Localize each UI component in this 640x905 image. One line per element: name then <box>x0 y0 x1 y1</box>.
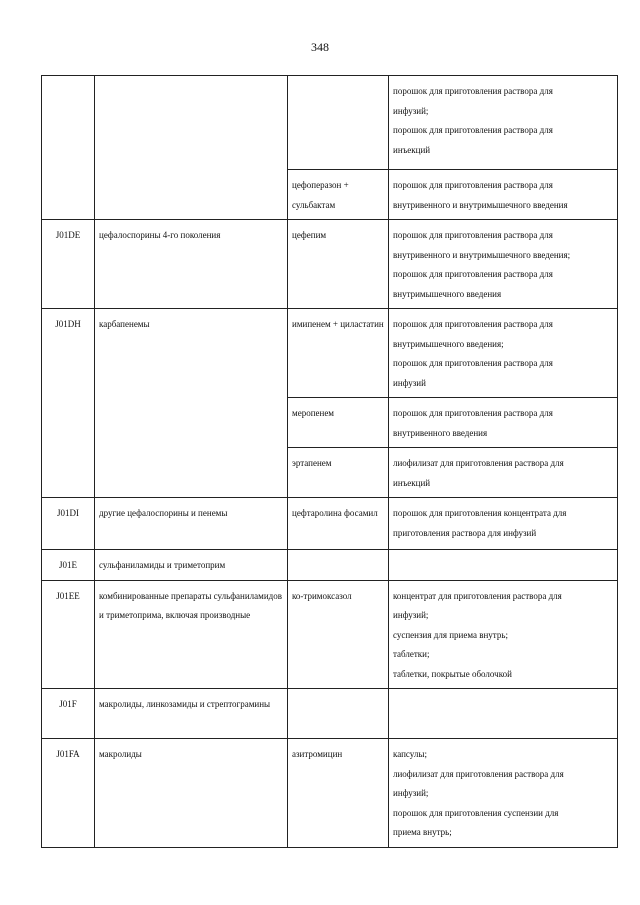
dosage-form-cell <box>389 689 618 739</box>
drug-name-cell: ко-тримоксазол <box>288 580 389 689</box>
drug-name-cell: цефтаролина фосамил <box>288 498 389 550</box>
drug-name-cell <box>288 689 389 739</box>
dosage-form-line: инъекций <box>393 144 431 155</box>
dosage-form-line: концентрат для приготовления раствора для <box>393 590 562 601</box>
atc-code-cell: J01E <box>42 550 95 581</box>
table-row <box>42 739 618 848</box>
drug-name-cell <box>288 550 389 581</box>
dosage-form-cell <box>389 739 618 848</box>
drug-name-cell: азитромицин <box>288 739 389 848</box>
dosage-form-cell <box>389 550 618 581</box>
group-cell: макролиды <box>95 739 288 848</box>
dosage-form-line: порошок для приготовления раствора для <box>393 269 553 279</box>
table-row <box>42 309 618 398</box>
group-cell: комбинированные препараты сульфаниламидов и триметоприма, включая производные <box>95 580 288 689</box>
table-row <box>42 550 618 581</box>
group-cell: цефалоспорины 4-го поколения <box>95 220 288 309</box>
dosage-form-cell <box>389 170 618 220</box>
dosage-form-line: инфузий <box>393 377 426 388</box>
dosage-form-cell <box>389 309 618 398</box>
dosage-form-line: порошок для приготовления раствора для <box>393 125 553 135</box>
dosage-form-line: порошок для приготовления раствора для <box>393 86 553 96</box>
dosage-form-line: таблетки, покрытые оболочкой <box>393 668 512 679</box>
dosage-form-cell <box>389 398 618 448</box>
group-cell <box>95 76 288 220</box>
table-row <box>42 220 618 309</box>
dosage-form-line: инъекций <box>393 477 431 488</box>
dosage-form-line: порошок для приготовления раствора для <box>393 408 553 418</box>
dosage-form-line: внутримышечного введения <box>393 288 502 299</box>
dosage-form-line: инфузий; <box>393 788 429 798</box>
dosage-form-line: приготовления раствора для инфузий <box>393 527 537 538</box>
table-row <box>42 498 618 550</box>
dosage-form-line: приема внутрь; <box>393 827 452 837</box>
group-cell: другие цефалоспорины и пенемы <box>95 498 288 550</box>
table-row <box>42 689 618 739</box>
dosage-form-line: таблетки; <box>393 649 430 659</box>
dosage-form-line: порошок для приготовления раствора для <box>393 319 553 329</box>
dosage-form-line: порошок для приготовления раствора для <box>393 180 553 190</box>
dosage-form-cell <box>389 76 618 170</box>
dosage-form-cell <box>389 498 618 550</box>
table-row <box>42 580 618 689</box>
drug-name-cell: эртапенем <box>288 448 389 498</box>
drug-name-cell: цефепим <box>288 220 389 309</box>
dosage-form-line: порошок для приготовления раствора для <box>393 358 553 368</box>
dosage-form-line: лиофилизат для приготовления раствора для <box>393 768 564 779</box>
drug-name-cell: цефоперазон + сульбактам <box>288 170 389 220</box>
dosage-form-line: внутримышечного введения; <box>393 338 504 349</box>
atc-code-cell: J01EE <box>42 580 95 689</box>
dosage-form-line: порошок для приготовления раствора для <box>393 230 553 240</box>
dosage-form-line: суспензия для приема внутрь; <box>393 629 508 640</box>
atc-code-cell: J01FA <box>42 739 95 848</box>
drug-name-cell <box>288 76 389 170</box>
dosage-form-line: капсулы; <box>393 749 427 759</box>
dosage-form-line: лиофилизат для приготовления раствора для <box>393 458 564 468</box>
atc-code-cell: J01DE <box>42 220 95 309</box>
dosage-form-cell <box>389 448 618 498</box>
page-number: 348 <box>311 40 329 54</box>
dosage-form-line: порошок для приготовления концентрата для <box>393 508 567 518</box>
group-cell: макролиды, линкозамиды и стрептограмины <box>95 689 288 739</box>
group-cell: сульфаниламиды и триметоприм <box>95 550 288 581</box>
atc-code-cell: J01F <box>42 689 95 739</box>
atc-code-cell <box>42 76 95 220</box>
group-cell: карбапенемы <box>95 309 288 498</box>
atc-code-cell: J01DH <box>42 309 95 498</box>
dosage-form-line: порошок для приготовления суспензии для <box>393 807 559 818</box>
dosage-form-cell <box>389 220 618 309</box>
dosage-form-cell <box>389 580 618 689</box>
drug-name-cell: меропенем <box>288 398 389 448</box>
dosage-form-line: внутривенного и внутримышечного введения <box>393 199 568 210</box>
atc-code-cell: J01DI <box>42 498 95 550</box>
dosage-form-line: внутривенного введения <box>393 427 488 438</box>
dosage-form-line: инфузий; <box>393 610 429 620</box>
table-row <box>42 76 618 170</box>
dosage-form-line: внутривенного и внутримышечного введения; <box>393 249 571 260</box>
drug-name-cell: имипенем + циластатин <box>288 309 389 398</box>
medication-table <box>41 75 618 848</box>
dosage-form-line: инфузий; <box>393 105 429 116</box>
